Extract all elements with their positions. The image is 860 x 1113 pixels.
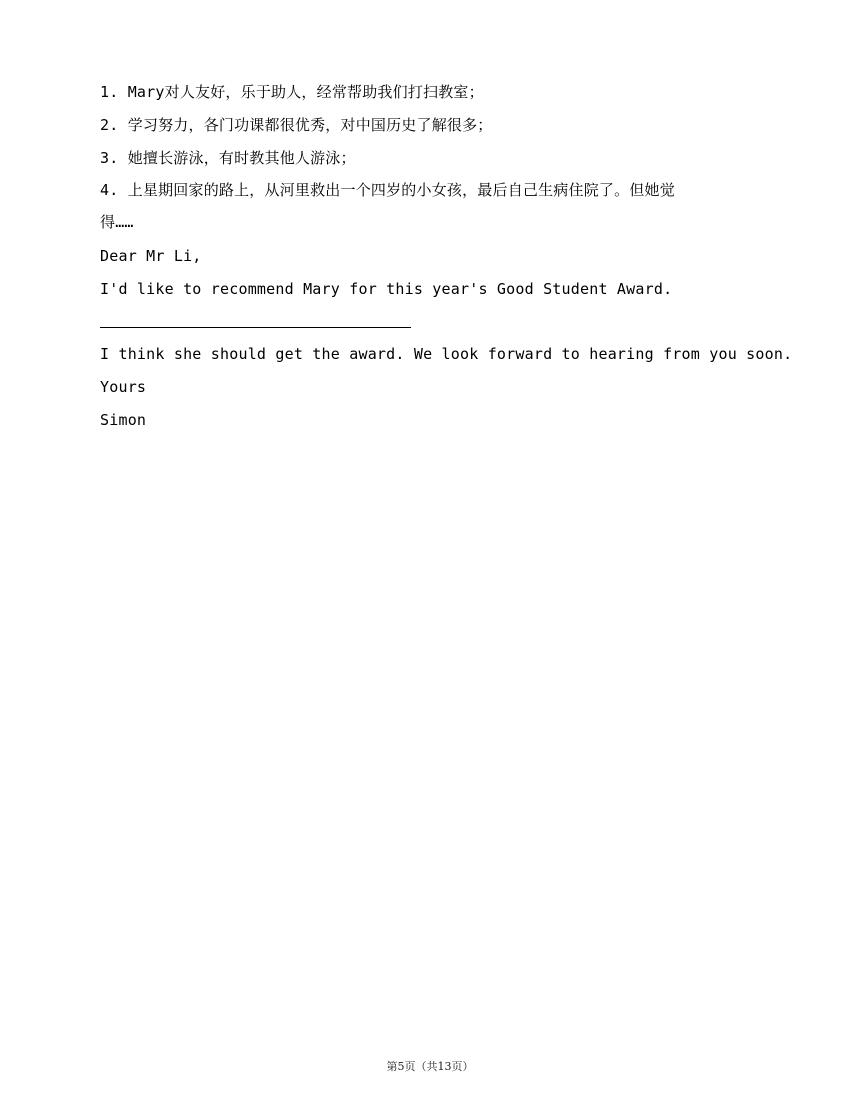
point-2: 2. 学习努力，各门功课都很优秀，对中国历史了解很多； [100, 116, 493, 134]
letter-signoff: Yours [100, 378, 147, 396]
writing-blank-line [100, 327, 411, 328]
letter-opening: I'd like to recommend Mary for this year's Good Student Award. [100, 280, 673, 298]
letter-salutation: Dear Mr Li, [100, 247, 202, 265]
point-1: 1. Mary对人友好，乐于助人，经常帮助我们打扫教室； [100, 83, 484, 101]
point-4: 4. 上星期回家的路上，从河里救出一个四岁的小女孩，最后自己生病住院了。但她觉 [100, 181, 675, 199]
point-4-continued: 得…… [100, 213, 134, 231]
page-number-footer: 第5页（共13页） [386, 1060, 474, 1073]
letter-closing: I think she should get the award. We look forward to hearing from you soon. [100, 345, 793, 363]
letter-signature: Simon [100, 411, 147, 429]
point-3: 3. 她擅长游泳，有时教其他人游泳； [100, 149, 356, 167]
